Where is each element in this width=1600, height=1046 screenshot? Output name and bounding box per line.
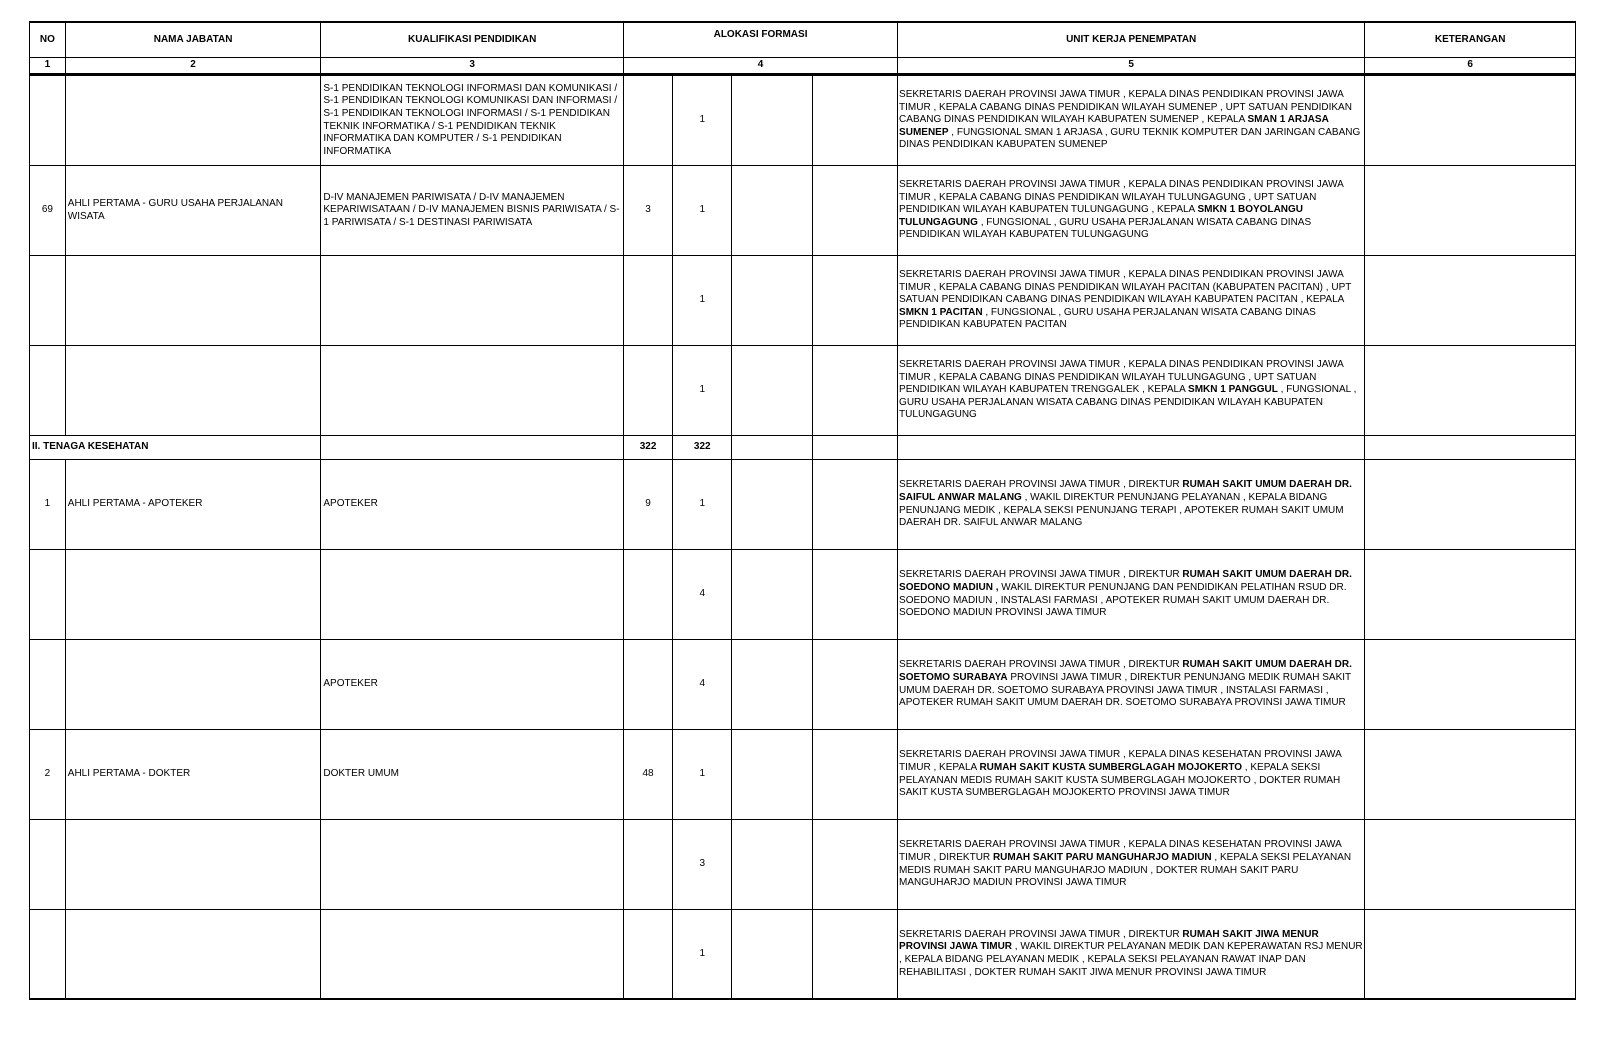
row-unit-kerja — [898, 730, 1365, 820]
row-nama-jabatan — [65, 820, 321, 910]
row-alokasi-extra-2 — [813, 820, 898, 910]
unit-text: SEKRETARIS DAERAH PROVINSI JAWA TIMUR , DIREKTUR — [899, 928, 1183, 940]
row-keterangan — [1365, 640, 1576, 730]
column-number-6: 6 — [1365, 58, 1576, 75]
row-keterangan — [1365, 910, 1576, 1000]
row-alokasi-extra-1 — [732, 460, 813, 550]
column-number-3: 3 — [321, 58, 624, 75]
row-alokasi: 4 — [673, 640, 732, 730]
header-nama-jabatan: NAMA JABATAN — [65, 22, 321, 58]
table-row — [30, 75, 1576, 166]
row-alokasi-extra-1 — [732, 910, 813, 1000]
unit-highlight: RUMAH SAKIT JIWA MENUR PROVINSI JAWA TIMUR — [899, 928, 1319, 953]
row-kualifikasi: S-1 PENDIDIKAN TEKNOLOGI INFORMASI DAN KOMUNIKASI / S-1 PENDIDIKAN TEKNOLOGI KOMUNIKASI DAN INFORMASI / S-1 PENDIDIKAN TEKNOLOGI INFORMASI / S-1 PENDIDIKAN TEKNIK INFORMATIKA / S-1 PENDIDIKAN TEKNIK INFORMATIKA DAN KOMPUTER / S-1 PENDIDIKAN INFORMATIKA — [321, 75, 624, 166]
row-kualifikasi — [321, 346, 624, 436]
unit-text: , FUNGSIONAL SMAN 1 ARJASA , GURU TEKNIK KOMPUTER DAN JARINGAN CABANG DINAS PENDIDIKAN KABUPATEN SUMENEP — [899, 126, 1361, 151]
row-keterangan — [1365, 730, 1576, 820]
row-alokasi-extra-2 — [813, 550, 898, 640]
unit-text: WAKIL DIREKTUR PENUNJANG DAN PENDIDIKAN PELATIHAN RSUD DR. SOEDONO MADIUN , INSTALASI FARMASI , APOTEKER RUMAH SAKIT UMUM DAERAH DR. SOEDONO MADIUN PROVINSI JAWA TIMUR — [899, 581, 1347, 619]
row-alokasi-extra-1 — [732, 640, 813, 730]
formasi-document — [29, 21, 1576, 1000]
row-alokasi-extra-1 — [732, 75, 813, 166]
section-alokasi-extra-1 — [732, 436, 813, 460]
row-keterangan — [1365, 460, 1576, 550]
row-alokasi-extra-2 — [813, 640, 898, 730]
row-alokasi-extra-1 — [732, 820, 813, 910]
unit-highlight: SMKN 1 BOYOLANGU TULUNGAGUNG — [899, 204, 1304, 228]
unit-text: SEKRETARIS DAERAH PROVINSI JAWA TIMUR , DIREKTUR — [899, 659, 1183, 671]
unit-text: , KEPALA SEKSI PELAYANAN MEDIS RUMAH SAKIT KUSTA SUMBERGLAGAH MOJOKERTO , DOKTER RUMAH SAKIT KUSTA SUMBERGLAGAH MOJOKERTO PROVINSI JAWA TIMUR — [899, 761, 1341, 799]
row-keterangan — [1365, 346, 1576, 436]
row-total-formasi — [624, 640, 673, 730]
unit-highlight: SMAN 1 ARJASA SUMENEP — [899, 114, 1329, 138]
row-kualifikasi — [321, 550, 624, 640]
row-total-formasi — [624, 820, 673, 910]
row-no — [30, 820, 66, 910]
unit-text: , FUNGSIONAL , GURU USAHA PERJALANAN WISATA CABANG DINAS PENDIDIKAN WILAYAH KABUPATEN TULUNGAGUNG — [899, 216, 1312, 241]
header-no: NO — [30, 22, 66, 58]
row-nama-jabatan — [65, 75, 321, 166]
unit-text: , KEPALA SEKSI PELAYANAN MEDIS RUMAH SAKIT PARU MANGUHARJO MADIUN , DOKTER RUMAH SAKIT PARU MANGUHARJO MADIUN PROVINSI JAWA TIMUR — [899, 851, 1352, 889]
header-kualifikasi-pendidikan: KUALIFIKASI PENDIDIKAN — [321, 22, 624, 58]
row-alokasi-extra-2 — [813, 346, 898, 436]
row-alokasi: 3 — [673, 820, 732, 910]
row-nama-jabatan: AHLI PERTAMA - DOKTER — [65, 730, 321, 820]
unit-highlight: RUMAH SAKIT UMUM DAERAH DR. SOEDONO MADIUN , — [899, 569, 1352, 593]
row-kualifikasi — [321, 820, 624, 910]
column-number-row — [30, 58, 1576, 75]
row-unit-kerja — [898, 166, 1365, 256]
table-row — [30, 166, 1576, 256]
unit-text: , FUNGSIONAL , GURU USAHA PERJALANAN WISATA CABANG DINAS PENDIDIKAN KABUPATEN PACITAN — [899, 306, 1316, 331]
row-total-formasi: 48 — [624, 730, 673, 820]
column-number-5: 5 — [898, 58, 1365, 75]
row-keterangan — [1365, 256, 1576, 346]
section-alokasi-extra-2 — [813, 436, 898, 460]
row-nama-jabatan: AHLI PERTAMA - GURU USAHA PERJALANAN WISATA — [65, 166, 321, 256]
row-unit-kerja — [898, 75, 1365, 166]
table-row — [30, 346, 1576, 436]
row-unit-kerja — [898, 460, 1365, 550]
row-alokasi-extra-2 — [813, 256, 898, 346]
row-no: 69 — [30, 166, 66, 256]
unit-highlight: RUMAH SAKIT PARU MANGUHARJO MADIUN — [992, 851, 1212, 863]
unit-text: , FUNGSIONAL , GURU USAHA PERJALANAN WISATA CABANG DINAS PENDIDIKAN WILAYAH KABUPATEN TULUNGAGUNG — [899, 384, 1357, 421]
unit-highlight: SMKN 1 PACITAN — [899, 306, 983, 318]
row-kualifikasi: APOTEKER — [321, 640, 624, 730]
row-nama-jabatan: AHLI PERTAMA - APOTEKER — [65, 460, 321, 550]
column-number-4: 4 — [624, 58, 898, 75]
row-alokasi-extra-1 — [732, 550, 813, 640]
row-alokasi-extra-2 — [813, 460, 898, 550]
table-row — [30, 820, 1576, 910]
row-no — [30, 256, 66, 346]
row-kualifikasi: D-IV MANAJEMEN PARIWISATA / D-IV MANAJEMEN KEPARIWISATAAN / D-IV MANAJEMEN BISNIS PARIWISATA / S-1 PARIWISATA / S-1 DESTINASI PARIWISATA — [321, 166, 624, 256]
row-total-formasi — [624, 910, 673, 1000]
row-no — [30, 346, 66, 436]
unit-highlight: RUMAH SAKIT KUSTA SUMBERGLAGAH MOJOKERTO — [979, 761, 1243, 773]
table-row — [30, 730, 1576, 820]
table-row — [30, 550, 1576, 640]
row-total-formasi: 9 — [624, 460, 673, 550]
row-alokasi-extra-1 — [732, 256, 813, 346]
row-keterangan — [1365, 75, 1576, 166]
section-row — [30, 436, 1576, 460]
table-row — [30, 910, 1576, 1000]
row-unit-kerja — [898, 640, 1365, 730]
row-alokasi: 1 — [673, 910, 732, 1000]
unit-highlight: RUMAH SAKIT UMUM DAERAH DR. SAIFUL ANWAR MALANG — [899, 479, 1352, 503]
unit-text: SEKRETARIS DAERAH PROVINSI JAWA TIMUR , KEPALA DINAS PENDIDIKAN PROVINSI JAWA TIMUR , KEPALA CABANG DINAS PENDIDIKAN WILAYAH TULUNGAGUNG , UPT SATUAN PENDIDIKAN WILAYAH KABUPATEN TRENGGALEK , KEPALA — [899, 359, 1344, 396]
section-unit-cell — [898, 436, 1365, 460]
row-nama-jabatan — [65, 346, 321, 436]
column-number-2: 2 — [65, 58, 321, 75]
row-alokasi-extra-2 — [813, 730, 898, 820]
row-alokasi: 1 — [673, 460, 732, 550]
row-alokasi: 1 — [673, 346, 732, 436]
row-no — [30, 640, 66, 730]
row-kualifikasi — [321, 910, 624, 1000]
row-keterangan — [1365, 820, 1576, 910]
row-nama-jabatan — [65, 910, 321, 1000]
unit-highlight: SMKN 1 PANGGUL — [1188, 384, 1278, 396]
row-total-formasi — [624, 346, 673, 436]
row-no — [30, 550, 66, 640]
row-alokasi: 1 — [673, 730, 732, 820]
row-no — [30, 910, 66, 1000]
row-unit-kerja — [898, 346, 1365, 436]
formasi-table — [29, 21, 1576, 1000]
unit-text: SEKRETARIS DAERAH PROVINSI JAWA TIMUR , DIREKTUR — [899, 479, 1183, 491]
unit-text: SEKRETARIS DAERAH PROVINSI JAWA TIMUR , KEPALA DINAS PENDIDIKAN PROVINSI JAWA TIMUR , KEPALA CABANG DINAS PENDIDIKAN WILAYAH TULUNGAGUNG , UPT SATUAN PENDIDIKAN WILAYAH KABUPATEN TULUNGAGUNG , KEPALA — [899, 179, 1344, 216]
unit-text: PROVINSI JAWA TIMUR , DIREKTUR PENUNJANG MEDIK RUMAH SAKIT UMUM DAERAH DR. SOETOMO SURABAYA PROVINSI JAWA TIMUR , INSTALASI FARMASI , APOTEKER RUMAH SAKIT UMUM DAERAH DR. SOETOMO SURABAYA PROVINSI JAWA TIMUR — [899, 671, 1351, 709]
row-no: 1 — [30, 460, 66, 550]
row-alokasi-extra-2 — [813, 166, 898, 256]
row-kualifikasi: DOKTER UMUM — [321, 730, 624, 820]
row-unit-kerja — [898, 256, 1365, 346]
row-total-formasi: 3 — [624, 166, 673, 256]
row-nama-jabatan — [65, 640, 321, 730]
header-row — [30, 22, 1576, 58]
row-total-formasi — [624, 550, 673, 640]
row-kualifikasi — [321, 256, 624, 346]
row-alokasi: 1 — [673, 166, 732, 256]
unit-text: , WAKIL DIREKTUR PENUNJANG PELAYANAN , KEPALA BIDANG PENUNJANG MEDIK , KEPALA SEKSI PENUNJANG TERAPI , APOTEKER RUMAH SAKIT UMUM DAERAH DR. SAIFUL ANWAR MALANG — [899, 491, 1344, 529]
section-label: II. TENAGA KESEHATAN — [30, 436, 321, 460]
unit-text: , WAKIL DIREKTUR PELAYANAN MEDIK DAN KEPERAWATAN RSJ MENUR , KEPALA BIDANG PELAYANAN MEDIK , KEPALA SEKSI PELAYANAN RAWAT INAP DAN REHABILITASI , DOKTER RUMAH SAKIT JIWA MENUR PROVINSI JAWA TIMUR — [899, 941, 1363, 978]
section-kualifikasi-cell — [321, 436, 624, 460]
unit-text: SEKRETARIS DAERAH PROVINSI JAWA TIMUR , KEPALA DINAS KESEHATAN PROVINSI JAWA TIMUR , DIREKTUR — [899, 839, 1342, 863]
unit-text: SEKRETARIS DAERAH PROVINSI JAWA TIMUR , DIREKTUR — [899, 569, 1183, 581]
row-alokasi: 1 — [673, 75, 732, 166]
row-unit-kerja — [898, 910, 1365, 1000]
section-keterangan-cell — [1365, 436, 1576, 460]
row-alokasi: 1 — [673, 256, 732, 346]
row-unit-kerja — [898, 820, 1365, 910]
row-alokasi-extra-1 — [732, 730, 813, 820]
table-row — [30, 256, 1576, 346]
section-alokasi: 322 — [673, 436, 732, 460]
header-alokasi-formasi: ALOKASI FORMASI — [624, 22, 898, 58]
table-body — [30, 75, 1576, 1000]
unit-text: SEKRETARIS DAERAH PROVINSI JAWA TIMUR , KEPALA DINAS PENDIDIKAN PROVINSI JAWA TIMUR , KEPALA CABANG DINAS PENDIDIKAN WILAYAH PACITAN (KABUPATEN PACITAN) , UPT SATUAN PENDIDIKAN CABANG DINAS PENDIDIKAN WILAYAH KABUPATEN PACITAN , KEPALA — [899, 269, 1352, 306]
row-alokasi-extra-1 — [732, 166, 813, 256]
row-alokasi-extra-2 — [813, 910, 898, 1000]
row-nama-jabatan — [65, 256, 321, 346]
table-row — [30, 460, 1576, 550]
row-alokasi: 4 — [673, 550, 732, 640]
row-alokasi-extra-1 — [732, 346, 813, 436]
row-total-formasi — [624, 75, 673, 166]
table-row — [30, 640, 1576, 730]
row-keterangan — [1365, 550, 1576, 640]
row-nama-jabatan — [65, 550, 321, 640]
header-unit-kerja-penempatan: UNIT KERJA PENEMPATAN — [898, 22, 1365, 58]
row-keterangan — [1365, 166, 1576, 256]
header-keterangan: KETERANGAN — [1365, 22, 1576, 58]
unit-text: SEKRETARIS DAERAH PROVINSI JAWA TIMUR , KEPALA DINAS KESEHATAN PROVINSI JAWA TIMUR , KEPALA — [899, 749, 1342, 773]
section-total-formasi: 322 — [624, 436, 673, 460]
row-total-formasi — [624, 256, 673, 346]
row-no — [30, 75, 66, 166]
column-number-1: 1 — [30, 58, 66, 75]
row-kualifikasi: APOTEKER — [321, 460, 624, 550]
unit-highlight: RUMAH SAKIT UMUM DAERAH DR. SOETOMO SURABAYA — [899, 659, 1352, 683]
row-alokasi-extra-2 — [813, 75, 898, 166]
row-no: 2 — [30, 730, 66, 820]
unit-text: SEKRETARIS DAERAH PROVINSI JAWA TIMUR , KEPALA DINAS PENDIDIKAN PROVINSI JAWA TIMUR , KEPALA CABANG DINAS PENDIDIKAN WILAYAH SUMENEP , UPT SATUAN PENDIDIKAN CABANG DINAS PENDIDIKAN WILAYAH KABUPATEN SUMENEP , KEPALA — [899, 89, 1352, 126]
row-unit-kerja — [898, 550, 1365, 640]
